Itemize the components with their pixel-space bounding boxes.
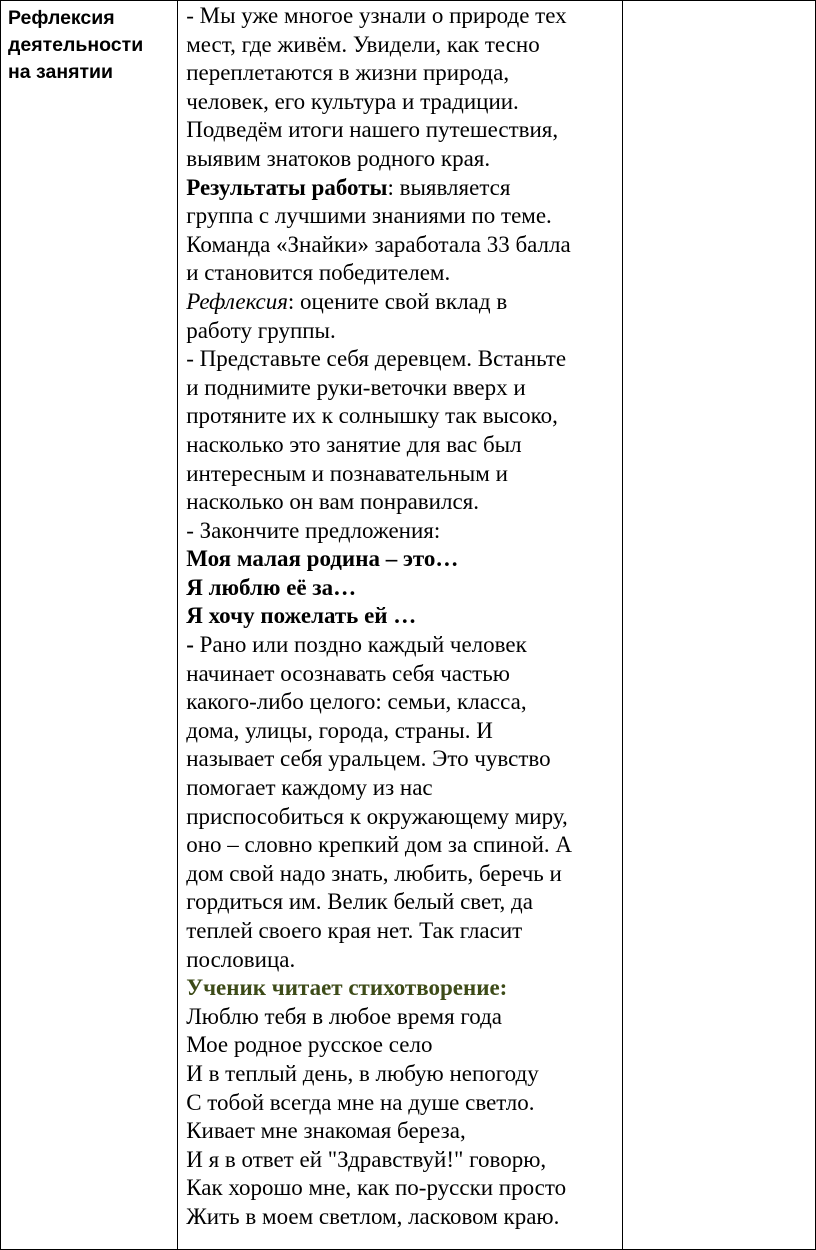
text-line [186, 2, 622, 31]
text-fragment: насколько он вам понравился. [186, 489, 479, 515]
teacher-activity-cell [178, 1, 623, 1250]
text-line [186, 317, 622, 346]
text-fragment: Люблю тебя в любое время года [186, 1003, 503, 1029]
text-fragment: пословица. [186, 946, 296, 972]
text-line [186, 1146, 622, 1175]
text-fragment: дома, улицы, города, страны. И [186, 717, 493, 743]
text-line [186, 1031, 622, 1060]
text-fragment: С тобой всегда мне на душе светло. [186, 1089, 535, 1115]
text-line [186, 1089, 622, 1118]
text-line [186, 745, 622, 774]
text-fragment: выявим знатоков родного края. [186, 145, 491, 171]
stage-label-line: на занятии [8, 61, 114, 83]
stage-label-line: деятельности [8, 34, 144, 56]
text-fragment: интересным и познавательным и [186, 460, 508, 486]
stage-cell [1, 1, 178, 1250]
text-fragment: оно – словно крепкий дом за спиной. А [186, 832, 573, 858]
text-fragment: - Закончите предложения: [186, 517, 441, 543]
text-line [186, 31, 622, 60]
text-fragment: какого-либо целого: семьи, класса, [186, 689, 527, 715]
text-fragment: Ученик читает стихотворение: [186, 975, 508, 1001]
text-line [186, 631, 622, 660]
text-fragment: Результаты работы [186, 174, 388, 200]
text-line [186, 1003, 622, 1032]
text-line [186, 202, 622, 231]
text-line [186, 59, 622, 88]
text-fragment: Мое родное русское село [186, 1032, 433, 1058]
stage-label [1, 1, 177, 86]
text-fragment: Команда «Знайки» заработала 33 балла [186, 231, 571, 257]
table-row [1, 1, 816, 1250]
text-line [186, 946, 622, 975]
text-fragment: Рефлексия [186, 288, 288, 314]
text-line [186, 345, 622, 374]
text-line [186, 917, 622, 946]
text-fragment: Я люблю её за… [186, 574, 357, 600]
text-line [186, 888, 622, 917]
text-line [186, 660, 622, 689]
stage-label-line: Рефлексия [8, 7, 115, 29]
text-fragment: приспособиться к окружающему миру, [186, 803, 568, 829]
text-fragment: И в теплый день, в любую непогоду [186, 1060, 539, 1086]
text-line [186, 602, 622, 631]
text-line [186, 688, 622, 717]
text-line [186, 488, 622, 517]
text-fragment: переплетаются в жизни природа, [186, 60, 510, 86]
text-line [186, 174, 622, 203]
text-fragment: Моя малая родина – это… [186, 546, 459, 572]
text-fragment: - Представьте себя деревцем. Встаньте [186, 346, 567, 372]
text-line [186, 431, 622, 460]
text-line [186, 803, 622, 832]
text-fragment: человек, его культура и традиции. [186, 88, 519, 114]
text-fragment: группа с лучшими знаниями по теме. [186, 203, 552, 229]
text-fragment: И я в ответ ей "Здравствуй!" говорю, [186, 1146, 547, 1172]
text-fragment: мест, где живём. Увидели, как тесно [186, 31, 540, 57]
text-fragment: называет себя уральцем. Это чувство [186, 746, 551, 772]
text-line [186, 1117, 622, 1146]
text-fragment: Подведём итоги нашего путешествия, [186, 117, 559, 143]
text-fragment: и становится победителем. [186, 260, 451, 286]
text-line [186, 402, 622, 431]
text-line [186, 774, 622, 803]
text-line [186, 288, 622, 317]
text-line [186, 1060, 622, 1089]
text-line [186, 88, 622, 117]
text-line [186, 545, 622, 574]
text-fragment: помогает каждому из нас [186, 775, 433, 801]
text-line [186, 259, 622, 288]
text-line [186, 831, 622, 860]
text-line [186, 374, 622, 403]
text-line [186, 1203, 622, 1232]
teacher-activity-text [178, 1, 622, 1232]
text-fragment: - Мы уже многое узнали о природе тех [186, 3, 567, 28]
text-line [186, 574, 622, 603]
text-fragment: протяните их к солнышку так высоко, [186, 403, 558, 429]
text-fragment: : оцените свой вклад в [287, 288, 508, 314]
text-fragment: Жить в моем светлом, ласковом краю. [186, 1203, 560, 1229]
text-fragment: Кивает мне знакомая береза, [186, 1118, 466, 1144]
text-fragment: гордиться им. Велик белый свет, да [186, 889, 533, 915]
text-line [186, 1174, 622, 1203]
text-fragment: - [186, 632, 194, 658]
text-fragment: насколько это занятие для вас был [186, 431, 522, 457]
text-fragment: Рано или поздно каждый человек [193, 632, 527, 658]
text-fragment: дом свой надо знать, любить, беречь и [186, 860, 562, 886]
text-line [186, 145, 622, 174]
text-line [186, 860, 622, 889]
text-fragment: Как хорошо мне, как по-русски просто [186, 1175, 567, 1201]
text-fragment: : выявляется [387, 174, 511, 200]
text-line [186, 974, 622, 1003]
text-line [186, 460, 622, 489]
text-fragment: и поднимите руки-веточки вверх и [186, 374, 526, 400]
text-fragment: теплей своего края нет. Так гласит [186, 918, 523, 943]
empty-cell [622, 1, 815, 1250]
text-line [186, 116, 622, 145]
text-line [186, 231, 622, 260]
text-fragment: Я хочу пожелать ей … [186, 603, 417, 629]
text-fragment: начинает осознавать себя частью [186, 660, 510, 686]
text-fragment: работу группы. [186, 317, 336, 343]
text-line [186, 717, 622, 746]
text-line [186, 517, 622, 546]
